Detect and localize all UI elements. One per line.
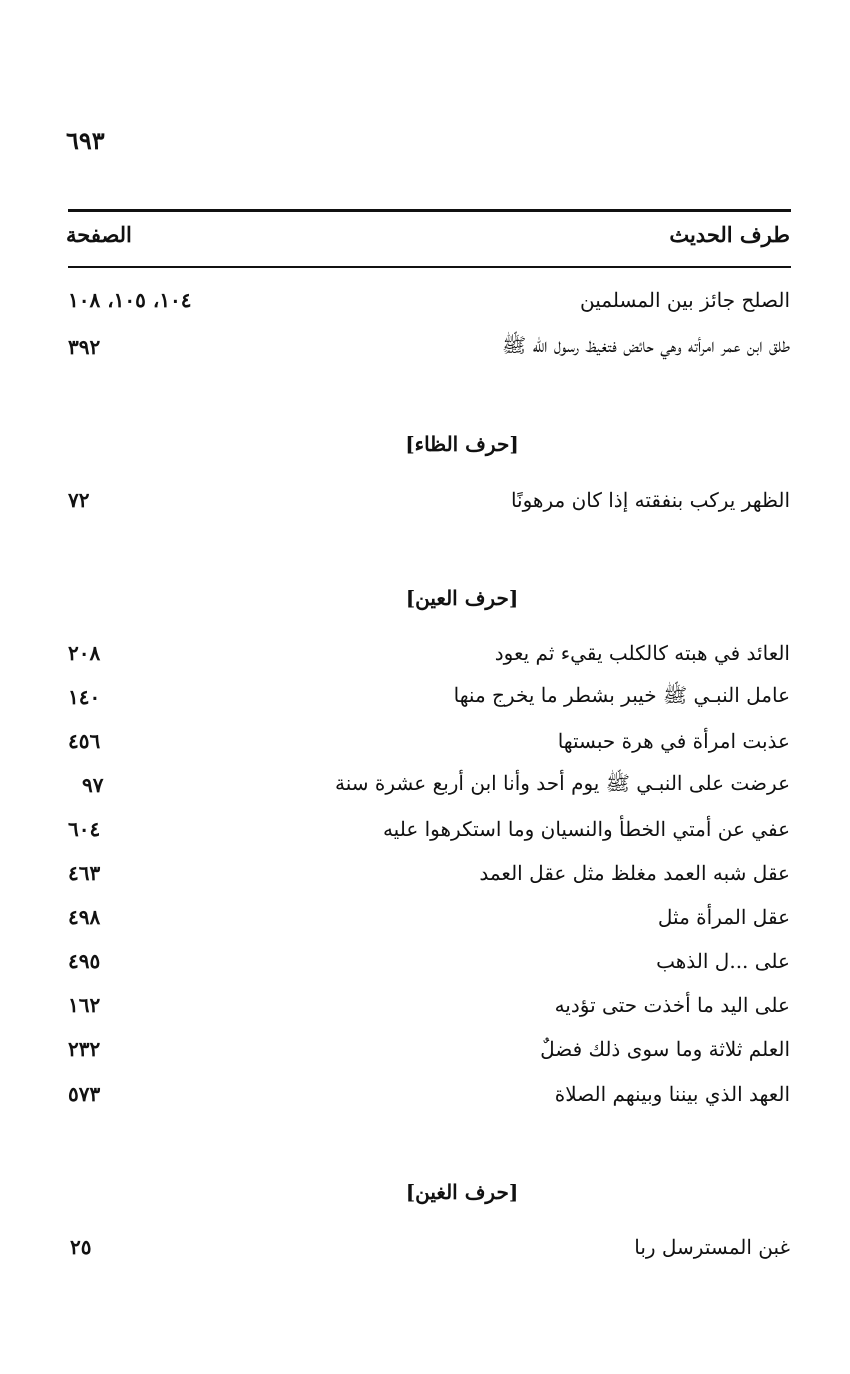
column-header-hadith: طرف الحديث	[669, 222, 790, 247]
hadith-text: طلق ابن عمر امرأته وهي حائض فتغيظ رسول الله ﷺ	[502, 332, 790, 357]
hadith-text: على ...ل الذهب	[656, 949, 790, 973]
page-refs: ٤٩٨	[68, 905, 101, 929]
hadith-text: العهد الذي بيننا وبينهم الصلاة	[554, 1082, 790, 1106]
section-heading-text: [حرف الغين]	[405, 1180, 519, 1204]
header-bottom-rule	[68, 266, 791, 268]
index-row	[68, 680, 790, 714]
hadith-text: على اليد ما أخذت حتى تؤديه	[554, 993, 790, 1017]
hadith-text: غبن المسترسل ربا	[634, 1235, 790, 1259]
section-heading-text: [حرف العين]	[405, 586, 519, 610]
index-row	[68, 283, 790, 317]
hadith-text: عذبت امرأة في هرة حبستها	[557, 729, 790, 753]
page-refs: ٢٣٢	[68, 1037, 101, 1061]
index-row	[68, 724, 790, 758]
page-refs: ٣٩٢	[68, 335, 101, 359]
index-row	[68, 768, 790, 802]
index-row	[68, 1032, 790, 1066]
page-refs: ١٤٠	[68, 685, 101, 709]
hadith-text: العلم ثلاثة وما سوى ذلك فضلٌ	[540, 1037, 790, 1061]
header-top-rule	[68, 209, 791, 212]
section-heading-zaa	[68, 432, 790, 456]
hadith-text: عقل المرأة مثل	[657, 905, 790, 929]
page-refs: ٧٢	[68, 488, 90, 512]
section-heading-ayn	[68, 586, 790, 610]
page-refs: ٤٦٣	[68, 861, 101, 885]
index-row	[68, 1230, 790, 1264]
index-row	[68, 812, 790, 846]
hadith-text: الظهر يركب بنفقته إذا كان مرهونًا	[510, 488, 790, 512]
index-row	[68, 636, 790, 670]
column-header-page: الصفحة	[66, 222, 132, 247]
page-refs: ٤٥٦	[68, 729, 101, 753]
hadith-text: عرضت على النبـي ﷺ يوم أحد وأنا ابن أربع عشرة سنة	[335, 770, 790, 795]
page-refs: ٢٠٨	[68, 641, 101, 665]
hadith-text: عفي عن أمتي الخطأ والنسيان وما استكرهوا عليه	[382, 817, 790, 841]
page-refs: ٩٧	[82, 773, 104, 797]
page-refs: ٢٥	[70, 1235, 92, 1259]
hadith-text: العائد في هبته كالكلب يقيء ثم يعود	[494, 641, 790, 665]
index-row	[68, 483, 790, 517]
index-row	[68, 900, 790, 934]
page-refs: ٥٧٣	[68, 1082, 101, 1106]
hadith-text: الصلح جائز بين المسلمين	[580, 288, 790, 312]
hadith-text: عامل النبـي ﷺ خيبر بشطر ما يخرج منها	[453, 682, 790, 707]
index-row	[68, 856, 790, 890]
section-heading-ghayn	[68, 1180, 790, 1204]
index-row	[68, 330, 790, 364]
hadith-text: عقل شبه العمد مغلظ مثل عقل العمد	[479, 861, 790, 885]
index-row	[68, 1077, 790, 1111]
index-row	[68, 988, 790, 1022]
page-refs: ٤٩٥	[68, 949, 101, 973]
page-number: ٦٩٣	[66, 126, 105, 155]
index-row	[68, 944, 790, 978]
page-refs: ٦٠٤	[68, 817, 101, 841]
page-refs: ١٦٢	[68, 993, 101, 1017]
page-refs: ١٠٤، ١٠٥، ١٠٨	[68, 288, 192, 312]
section-heading-text: [حرف الظاء]	[405, 432, 519, 456]
